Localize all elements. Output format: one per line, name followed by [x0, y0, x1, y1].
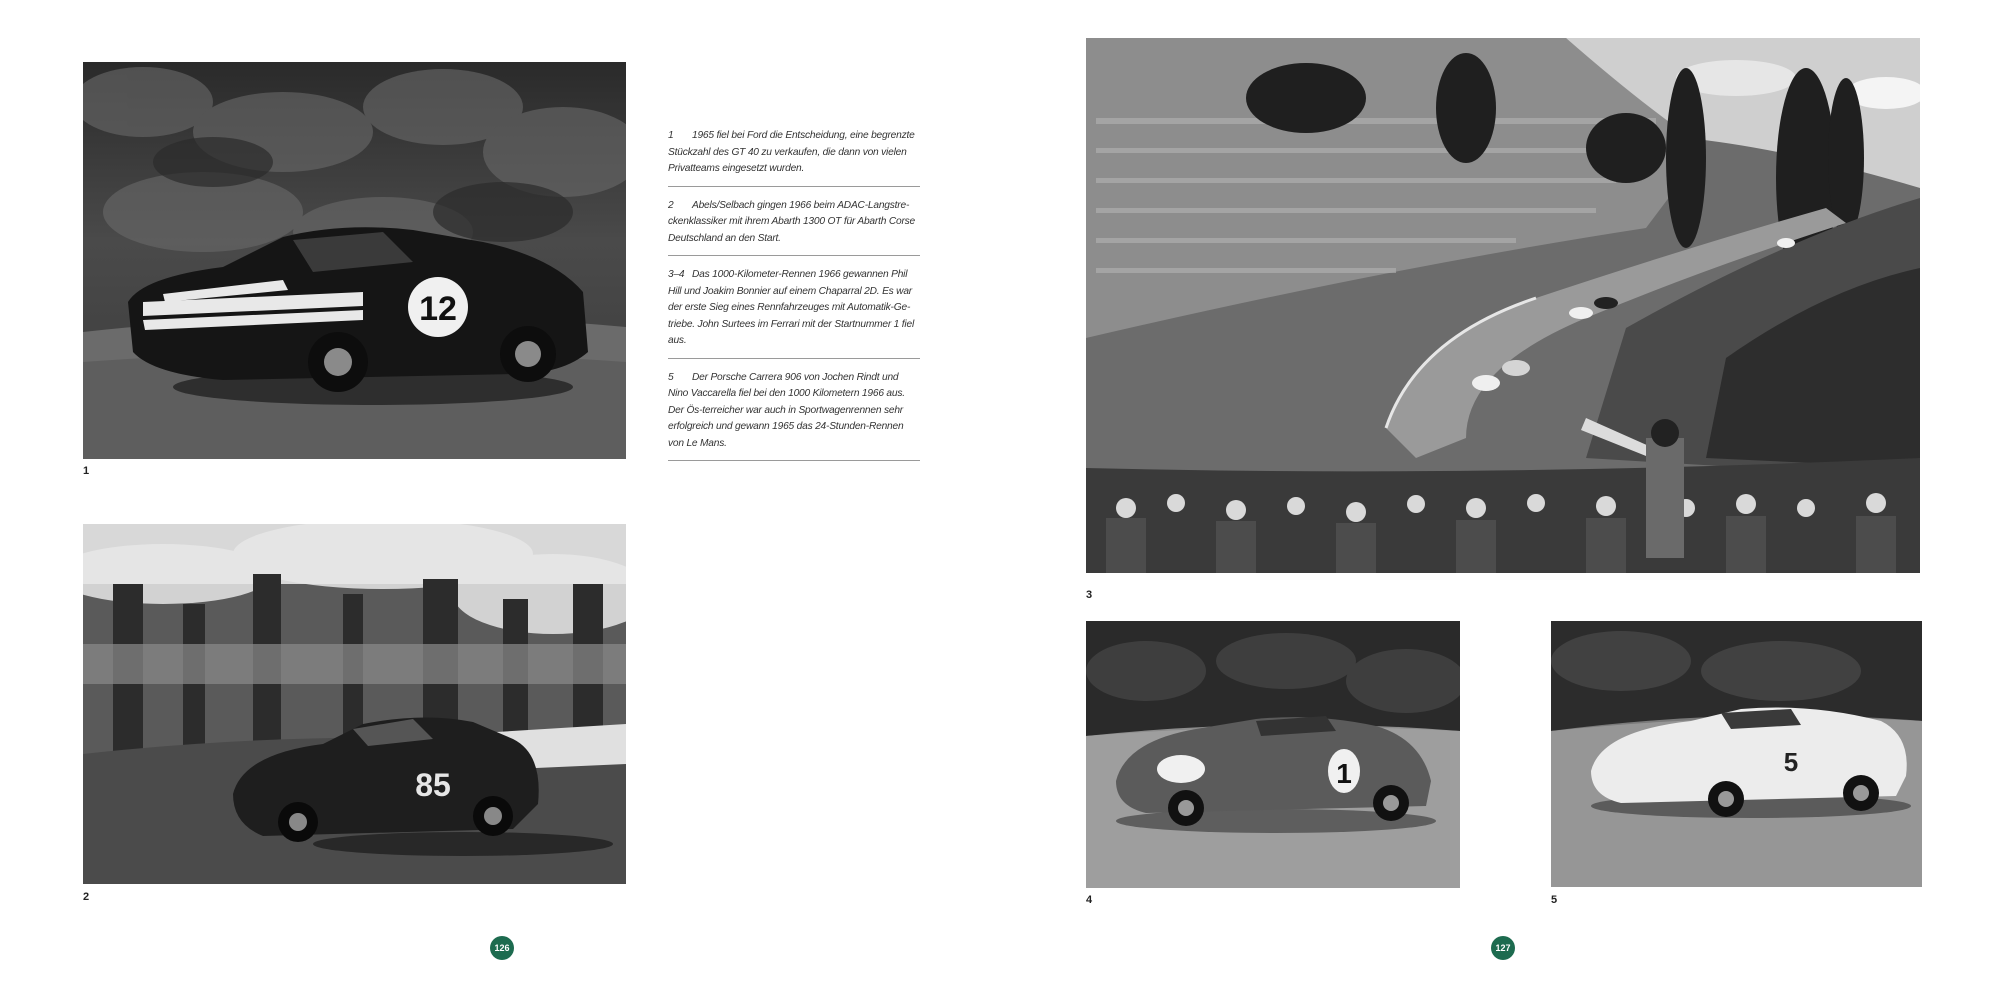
figure-number-5: 5 — [1551, 894, 1558, 906]
photo-abarth — [83, 524, 626, 884]
car-number-1: 1 — [1336, 758, 1352, 789]
caption-text: 1965 fiel bei Ford die Entscheidung, eine begrenzte Stückzahl des GT 40 zu verkaufen, die dann von vielen Privatteams eingesetzt wurden. — [668, 130, 915, 174]
caption-list — [668, 126, 920, 470]
caption-text: Das 1000-Kilometer-Rennen 1966 gewannen Phil Hill und Joakim Bonnier auf einem Chaparral 2D. Es war der erste Sieg eines Rennfahrzeuges mit Automatik-Ge-triebe. John Surtees im Ferrari mit der Startnummer 1 fiel aus. — [668, 269, 915, 346]
figure-number-1: 1 — [83, 465, 90, 477]
figure-number-4: 4 — [1086, 894, 1093, 906]
caption-item — [668, 196, 920, 257]
photo-ford-gt40 — [83, 62, 626, 459]
caption-text: Der Porsche Carrera 906 von Jochen Rindt und Nino Vaccarella fiel bei den 1000 Kilometern 1966 aus. Der Ös-terreicher war auch in Sportwagenrennen sehr erfolgreich und gewann 1965 das 24-Stunden-Rennen von Le Mans. — [668, 371, 905, 449]
caption-number: 1 — [668, 130, 674, 141]
caption-item — [668, 126, 920, 187]
figure-number-2: 2 — [83, 891, 90, 903]
car-number-5: 5 — [1783, 747, 1799, 777]
photo-porsche-906 — [1551, 621, 1922, 887]
car-number-12: 12 — [419, 290, 457, 328]
page-number-right: 127 — [1491, 936, 1515, 960]
car-number-85: 85 — [415, 767, 451, 803]
caption-text: Abels/Selbach gingen 1966 beim ADAC-Langstre-ckenklassiker mit ihrem Abarth 1300 OT für Abarth Corse Deutschland an den Start. — [668, 199, 915, 244]
caption-item — [668, 368, 920, 462]
caption-number: 2 — [668, 199, 674, 211]
figure-number-3: 3 — [1086, 589, 1093, 601]
photo-ferrari — [1086, 621, 1460, 888]
caption-number: 5 — [668, 371, 674, 383]
photo-race-crowd — [1086, 38, 1920, 573]
page-number-left: 126 — [490, 936, 514, 960]
caption-item — [668, 265, 920, 359]
caption-number: 3–4 — [668, 269, 685, 280]
